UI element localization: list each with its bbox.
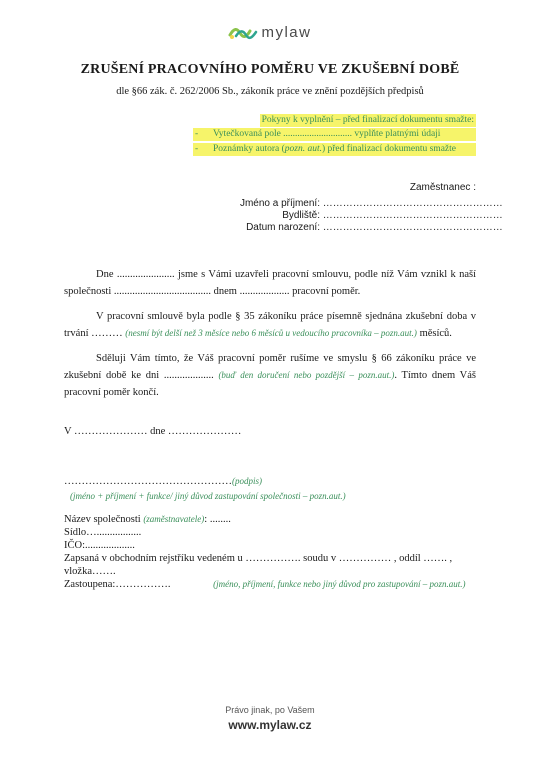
paragraph-2-text: V pracovní smlouvě byla podle § 35 zákoníku práce písemně sjednána zkušební doba v trvání ……… <box>64 311 476 339</box>
signature-note: (jméno + příjmení + funkce/ jiný důvod zastupování společnosti – pozn.aut.) <box>70 491 346 501</box>
paragraph-2-note: (nesmí být delší než 3 měsíce nebo 6 měsíců u vedoucího pracovníka – pozn.aut.) <box>125 328 417 338</box>
employee-address-row <box>160 210 503 221</box>
paragraph-2-tail: měsíců. <box>419 328 452 339</box>
employee-birthdate-label: Datum narození: <box>246 222 320 233</box>
bullet: - <box>195 129 199 139</box>
paragraph-3-text: Sděluji Vám tímto, že Váš pracovní poměr rušíme ve smyslu § 66 zákoníku práce ve zkušební době ke dni ................... <box>64 353 476 381</box>
paragraph-2 <box>64 308 476 342</box>
instructions-line-3-italic: pozn. aut. <box>284 144 322 154</box>
instructions-line-3-text-b: ) před finalizací dokumentu smažte <box>321 144 456 154</box>
instructions-line-3 <box>193 143 476 156</box>
instructions-line-2 <box>193 128 476 141</box>
paragraph-3-note: (buď den doručení nebo pozdější – pozn.aut.) <box>218 370 395 380</box>
employee-name-label: Jméno a příjmení: <box>239 198 320 209</box>
logo-wordmark: mylaw <box>261 24 312 41</box>
place-date-line[interactable]: V ………………… dne ………………… <box>64 426 242 437</box>
signature-label: (podpis) <box>232 476 262 486</box>
instructions-line-3-text-a: Poznámky autora ( <box>213 144 285 154</box>
employee-address-value[interactable]: ……………………………………………… <box>322 210 503 221</box>
company-seat[interactable]: Sídlo…................. <box>64 527 142 538</box>
company-name-value[interactable]: : ........ <box>204 514 231 525</box>
company-name-note: (zaměstnavatele) <box>143 514 205 524</box>
employee-address-label: Bydliště: <box>282 210 320 221</box>
company-representative-label[interactable]: Zastoupena:……………. <box>64 579 171 590</box>
employee-name-row <box>160 198 503 209</box>
bullet: - <box>195 144 199 154</box>
instructions-line-2-text: Vytečkovaná pole ............................. vyplňte platnými údaji <box>213 129 441 139</box>
document-subtitle: dle §66 zák. č. 262/2006 Sb., zákoník práce ve znění pozdějších předpisů <box>116 86 424 97</box>
employee-heading: Zaměstnanec : <box>409 182 476 193</box>
footer-tagline: Právo jinak, po Vašem <box>225 705 315 715</box>
document-title: ZRUŠENÍ PRACOVNÍHO POMĚRU VE ZKUŠEBNÍ DOBĚ <box>80 62 460 77</box>
footer-url[interactable]: www.mylaw.cz <box>228 718 312 732</box>
company-ico[interactable]: IČO:................... <box>64 540 135 551</box>
instructions-line-1: Pokyny k vyplnění – před finalizací dokumentu smažte: <box>261 115 474 125</box>
company-name-row <box>64 514 231 525</box>
employee-birthdate-row <box>160 222 503 233</box>
company-representative-row <box>64 579 476 590</box>
mylaw-logo-icon <box>228 26 258 40</box>
company-insert[interactable]: vložka……. <box>64 566 116 577</box>
paragraph-3-tail: . Tímto dnem Váš pracovní poměr končí. <box>64 370 476 398</box>
logo <box>0 24 540 45</box>
signature-dots[interactable]: ………………………………………… <box>64 476 232 487</box>
employee-birthdate-value[interactable]: ……………………………………………… <box>322 222 503 233</box>
company-name-label: Název společnosti <box>64 514 141 525</box>
signature-line <box>64 476 262 487</box>
paragraph-3 <box>64 350 476 401</box>
company-register[interactable]: Zapsaná v obchodním rejstříku vedeném u ……………. soudu v …………… , oddíl ……. , <box>64 553 453 564</box>
paragraph-1: Dne ...................... jsme s Vámi uzavřeli pracovní smlouvu, podle níž Vám vznikl k naší společnosti ..................................... dnem ................... pracovní poměr. <box>64 269 476 297</box>
employee-name-value[interactable]: ……………………………………………… <box>322 198 503 209</box>
company-representative-note: (jméno, příjmení, funkce nebo jiný důvod pro zastupování – pozn.aut.) <box>213 579 466 589</box>
